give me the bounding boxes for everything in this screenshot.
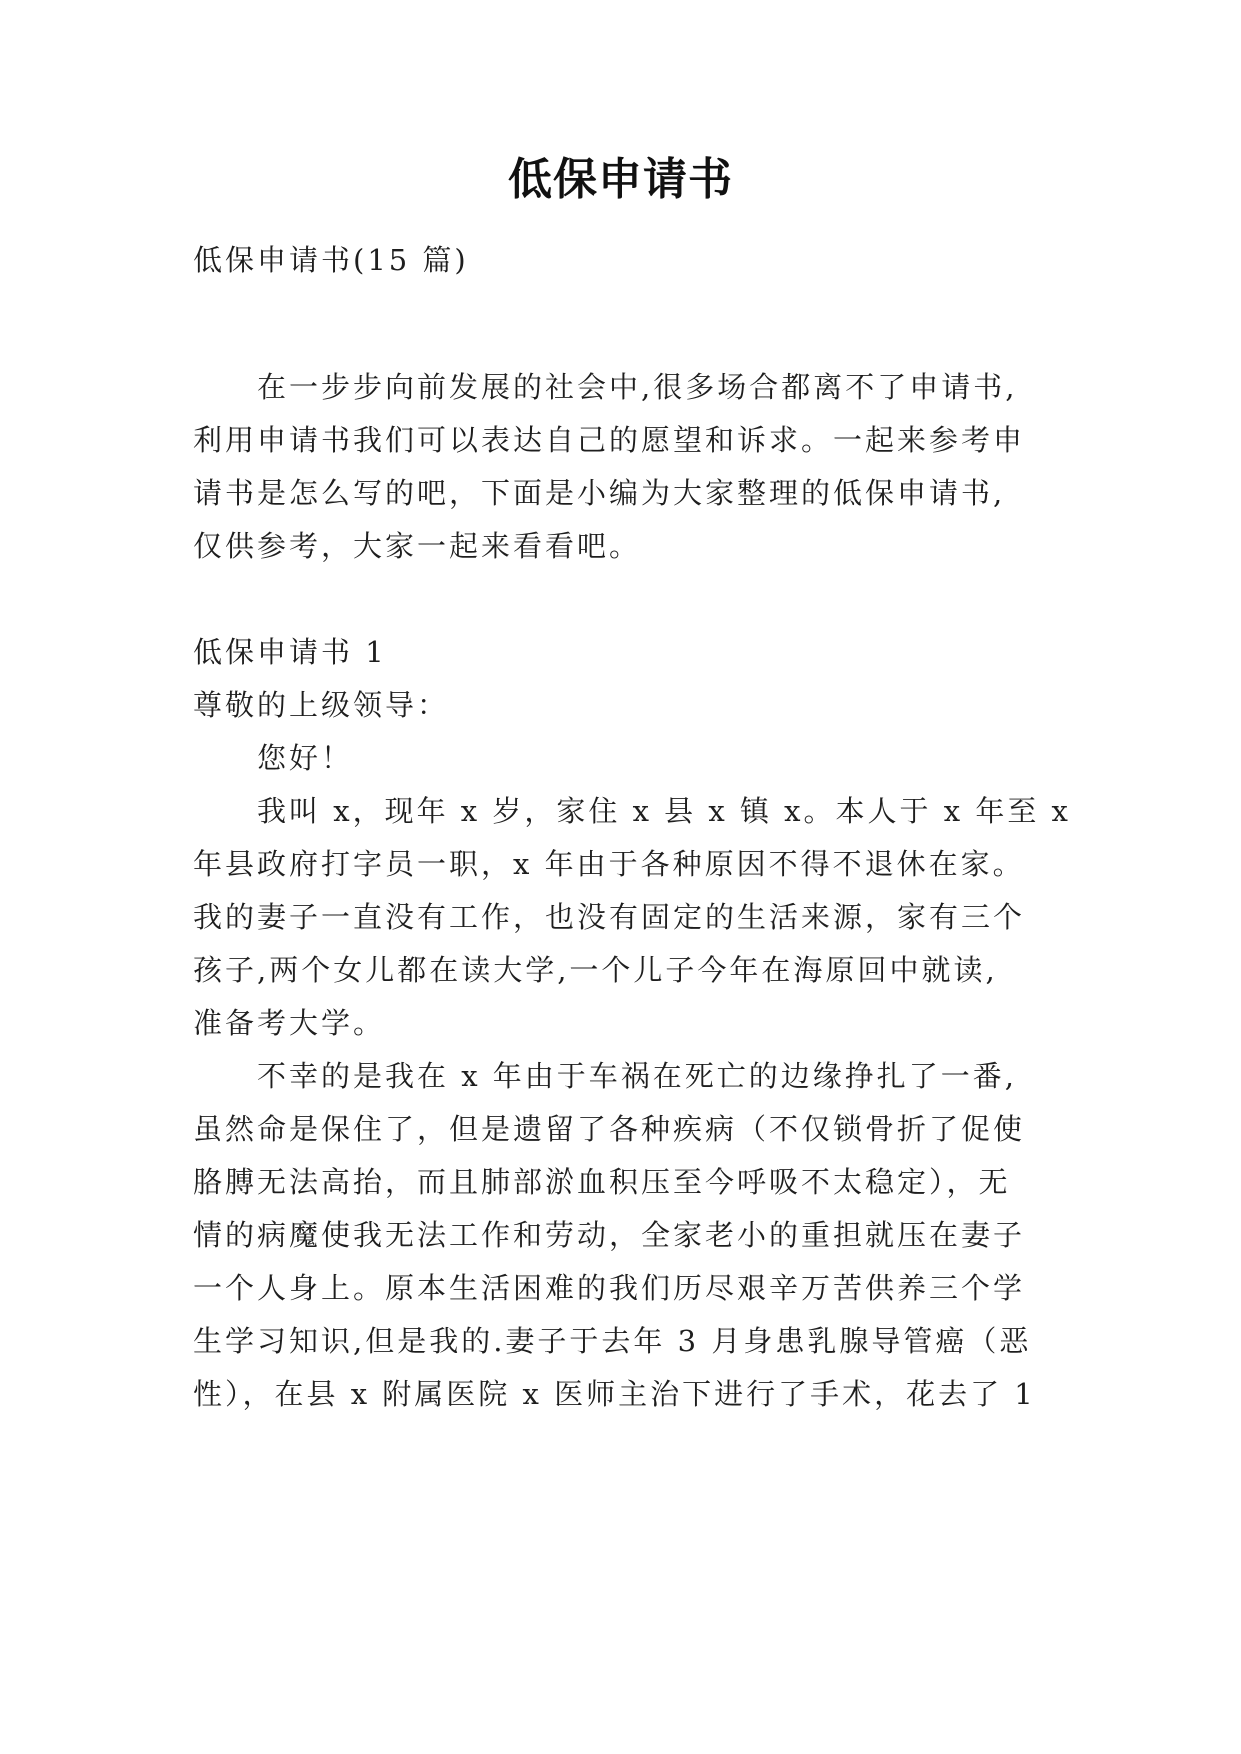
body-line: 情的病魔使我无法工作和劳动，全家老小的重担就压在妻子 <box>193 1218 1026 1252</box>
body-line: 虽然命是保住了，但是遗留了各种疾病（不仅锁骨折了促使 <box>193 1112 1026 1146</box>
body-line: 我的妻子一直没有工作，也没有固定的生活来源，家有三个 <box>193 900 1026 934</box>
body-line: 不幸的是我在 x 年由于车祸在死亡的边缘挣扎了一番, <box>257 1059 1018 1093</box>
document-subtitle: 低保申请书(15 篇) <box>193 243 469 277</box>
intro-line: 在一步步向前发展的社会中,很多场合都离不了申请书, <box>257 370 1018 404</box>
intro-line: 利用申请书我们可以表达自己的愿望和诉求。一起来参考申 <box>193 423 1026 457</box>
body-line: 生学习知识,但是我的.妻子于去年 3 月身患乳腺导管癌（恶 <box>193 1324 1032 1358</box>
body-line: 准备考大学。 <box>193 1006 386 1040</box>
salutation: 尊敬的上级领导： <box>193 688 450 722</box>
body-line: 胳膊无法高抬，而且肺部淤血积压至今呼吸不太稳定），无 <box>193 1165 1011 1199</box>
intro-line: 请书是怎么写的吧，下面是小编为大家整理的低保申请书, <box>193 476 1006 510</box>
section-heading: 低保申请书 1 <box>193 635 387 669</box>
intro-line: 仅供参考，大家一起来看看吧。 <box>193 529 642 563</box>
body-line: 一个人身上。原本生活困难的我们历尽艰辛万苦供养三个学 <box>193 1271 1026 1305</box>
document-title: 低保申请书 <box>508 154 733 205</box>
greeting: 您好！ <box>257 741 354 775</box>
body-line: 孩子,两个女儿都在读大学,一个儿子今年在海原回中就读, <box>193 953 998 987</box>
body-line: 我叫 x，现年 x 岁，家住 x 县 x 镇 x。本人于 x 年至 x <box>257 794 1071 828</box>
body-line: 性），在县 x 附属医院 x 医师主治下进行了手术，花去了 1 <box>193 1377 1036 1411</box>
body-line: 年县政府打字员一职，x 年由于各种原因不得不退休在家。 <box>193 847 1025 881</box>
